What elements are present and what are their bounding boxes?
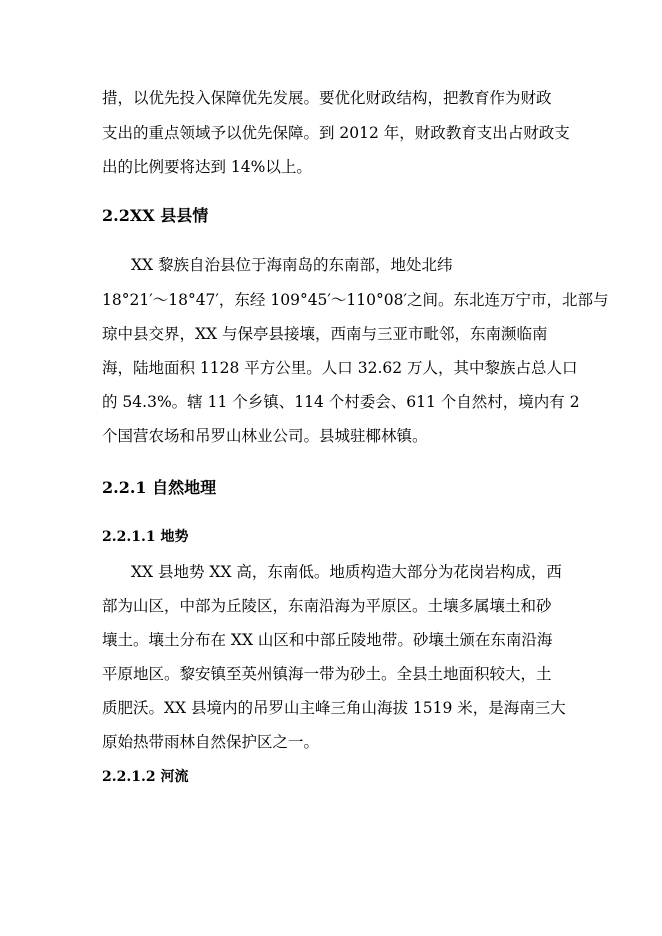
paragraph-line: 平原地区。黎安镇至英州镇海一带为砂土。全县土地面积较大，土 [102,665,552,683]
paragraph-line: 壤土。壤土分布在 XX 山区和中部丘陵地带。砂壤土颁在东南沿海 [102,631,553,649]
paragraph-line: 的 54.3%。辖 11 个乡镇、114 个村委会、611 个自然村，境内有 2 [102,393,580,411]
paragraph-line: 措，以优先投入保障优先发展。要优化财政结构，把教育作为财政 [102,89,552,107]
paragraph-line: 支出的重点领域予以优先保障。到 2012 年，财政教育支出占财政支 [102,124,570,142]
paragraph-line: 个国营农场和吊罗山林业公司。县城驻椰林镇。 [102,427,428,445]
paragraph-line: XX 黎族自治县位于海南岛的东南部，地处北纬 [131,256,453,274]
paragraph-line: XX 县地势 XX 高，东南低。地质构造大部分为花岗岩构成，西 [131,563,562,581]
paragraph-line: 出的比例要将达到 14%以上。 [102,158,312,176]
paragraph-line: 质肥沃。XX 县境内的吊罗山主峰三角山海拔 1519 米，是海南三大 [102,699,566,717]
section-heading-2-2-1: 2.2.1 自然地理 [102,478,217,497]
section-heading-2-2-1-1: 2.2.1.1 地势 [102,529,189,545]
section-heading-2-2-1-2: 2.2.1.2 河流 [102,769,189,785]
paragraph-line: 18°21′～18°47′，东经 109°45′～110°08′之间。东北连万宁市，北部与 [102,291,609,309]
paragraph-line: 琼中县交界，XX 与保亭县接壤，西南与三亚市毗邻，东南濒临南 [102,325,548,343]
paragraph-line: 原始热带雨林自然保护区之一。 [102,733,320,751]
paragraph-line: 海，陆地面积 1128 平方公里。人口 32.62 万人，其中黎族占总人口 [102,359,578,377]
section-heading-2-2: 2.2XX 县县情 [102,206,209,225]
paragraph-line: 部为山区，中部为丘陵区，东南沿海为平原区。土壤多属壤土和砂 [102,597,552,615]
